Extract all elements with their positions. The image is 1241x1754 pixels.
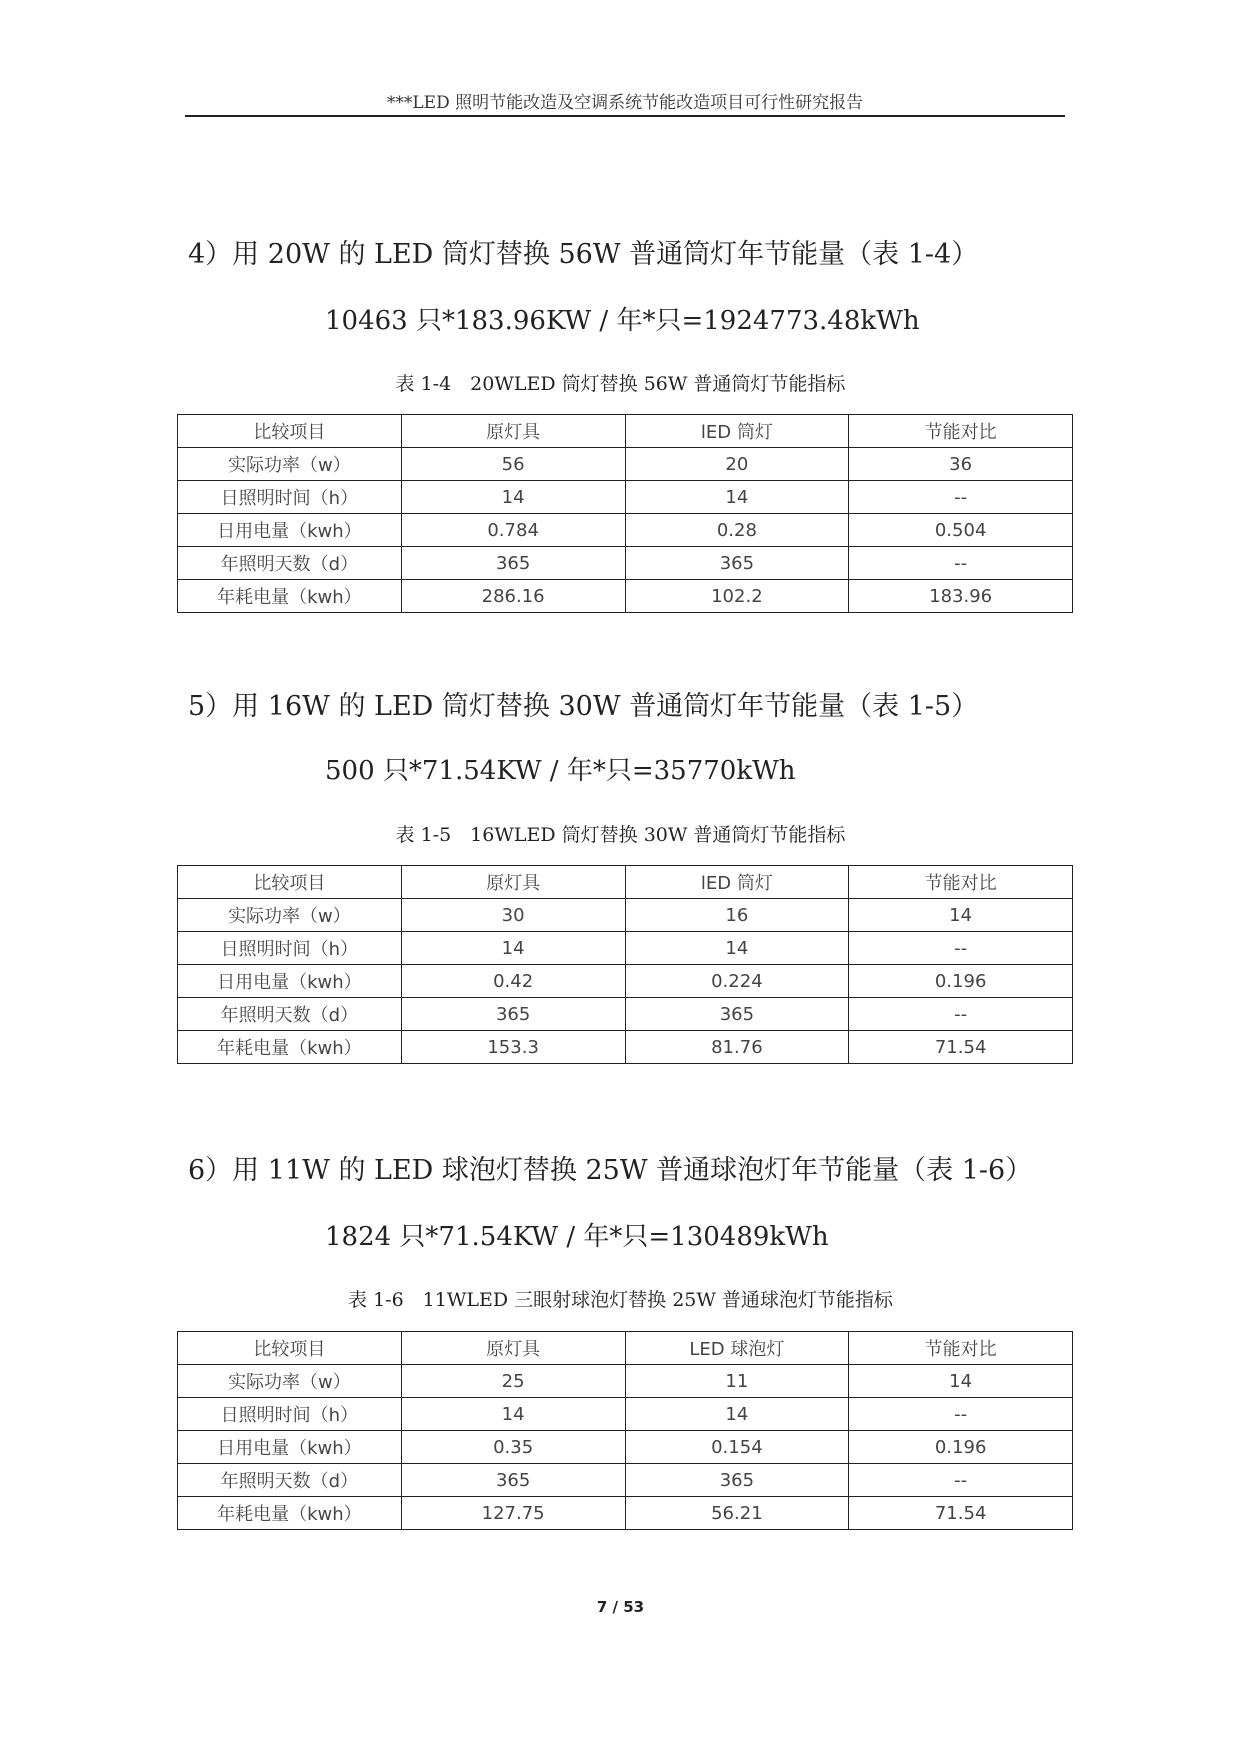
table-cell: 56 — [401, 448, 625, 481]
table-cell: -- — [849, 998, 1073, 1031]
table-cell: 365 — [625, 1464, 849, 1497]
table-cell: 14 — [401, 932, 625, 965]
table-header-cell: 比较项目 — [178, 1332, 402, 1365]
table-row — [178, 1398, 1073, 1431]
table-cell: 年照明天数（d） — [178, 547, 402, 580]
table-cell: 127.75 — [401, 1497, 625, 1530]
table-cell: 14 — [401, 1398, 625, 1431]
page-number: 7 / 53 — [596, 1598, 645, 1616]
table-cell: 11 — [625, 1365, 849, 1398]
table-cell: 16 — [625, 899, 849, 932]
table-caption: 表 1-5 16WLED 筒灯替换 30W 普通筒灯节能指标 — [395, 824, 846, 846]
table-row — [178, 1365, 1073, 1398]
table-cell: 日用电量（kwh） — [178, 965, 402, 998]
table-header-cell: 节能对比 — [849, 866, 1073, 899]
table-row — [178, 965, 1073, 998]
table-cell: 20 — [625, 448, 849, 481]
table-cell: 71.54 — [849, 1497, 1073, 1530]
table-header-cell: 比较项目 — [178, 415, 402, 448]
table-cell: 0.224 — [625, 965, 849, 998]
table-header-cell: LED 球泡灯 — [625, 1332, 849, 1365]
table-cell: 日用电量（kwh） — [178, 1431, 402, 1464]
table-cell: 0.196 — [849, 1431, 1073, 1464]
table-cell: -- — [849, 481, 1073, 514]
table-header-row — [178, 866, 1073, 899]
table-header-cell: 原灯具 — [401, 1332, 625, 1365]
table-caption: 表 1-4 20WLED 筒灯替换 56W 普通筒灯节能指标 — [395, 373, 846, 395]
table-cell: 14 — [625, 1398, 849, 1431]
table-row — [178, 514, 1073, 547]
document-header: ***LED 照明节能改造及空调系统节能改造项目可行性研究报告 — [386, 93, 864, 113]
section-heading: 6）用 11W 的 LED 球泡灯替换 25W 普通球泡灯年节能量（表 1-6） — [188, 1155, 1033, 1186]
section-heading: 4）用 20W 的 LED 筒灯替换 56W 普通筒灯年节能量（表 1-4） — [188, 239, 979, 270]
table-header-cell: 节能对比 — [849, 1332, 1073, 1365]
table-cell: 25 — [401, 1365, 625, 1398]
table-cell: -- — [849, 1398, 1073, 1431]
table-cell: 0.42 — [401, 965, 625, 998]
table-cell: 实际功率（w） — [178, 1365, 402, 1398]
table-row — [178, 998, 1073, 1031]
table-header-cell: 原灯具 — [401, 415, 625, 448]
table-cell: 0.196 — [849, 965, 1073, 998]
table-cell: 实际功率（w） — [178, 448, 402, 481]
table-cell: 年耗电量（kwh） — [178, 1497, 402, 1530]
table-header-cell: lED 筒灯 — [625, 866, 849, 899]
table-cell: 年照明天数（d） — [178, 998, 402, 1031]
table-header-row — [178, 415, 1073, 448]
table-cell: 年耗电量（kwh） — [178, 1031, 402, 1064]
table-cell: 81.76 — [625, 1031, 849, 1064]
data-table — [177, 414, 1073, 613]
table-row — [178, 580, 1073, 613]
table-cell: -- — [849, 1464, 1073, 1497]
table-cell: 153.3 — [401, 1031, 625, 1064]
table-cell: -- — [849, 547, 1073, 580]
table-row — [178, 1031, 1073, 1064]
table-row — [178, 1464, 1073, 1497]
table-row — [178, 481, 1073, 514]
table-header-cell: lED 筒灯 — [625, 415, 849, 448]
table-cell: 日照明时间（h） — [178, 1398, 402, 1431]
section-formula: 10463 只*183.96KW / 年*只=1924773.48kWh — [325, 306, 920, 336]
table-cell: 日照明时间（h） — [178, 481, 402, 514]
table-cell: 0.154 — [625, 1431, 849, 1464]
table-cell: 14 — [625, 932, 849, 965]
table-cell: 日用电量（kwh） — [178, 514, 402, 547]
table-cell: 年耗电量（kwh） — [178, 580, 402, 613]
table-cell: 36 — [849, 448, 1073, 481]
table-cell: 0.28 — [625, 514, 849, 547]
table-cell: 14 — [849, 1365, 1073, 1398]
table-row — [178, 1431, 1073, 1464]
table-cell: 365 — [401, 998, 625, 1031]
table-header-row — [178, 1332, 1073, 1365]
table-cell: 56.21 — [625, 1497, 849, 1530]
section-formula: 1824 只*71.54KW / 年*只=130489kWh — [325, 1222, 829, 1252]
table-caption: 表 1-6 11WLED 三眼射球泡灯替换 25W 普通球泡灯节能指标 — [348, 1289, 893, 1311]
header-divider — [185, 115, 1065, 117]
table-cell: 365 — [401, 1464, 625, 1497]
table-row — [178, 899, 1073, 932]
section-heading: 5）用 16W 的 LED 筒灯替换 30W 普通筒灯年节能量（表 1-5） — [188, 691, 979, 722]
table-cell: 0.784 — [401, 514, 625, 547]
table-cell: 0.35 — [401, 1431, 625, 1464]
table-cell: 365 — [401, 547, 625, 580]
table-cell: 实际功率（w） — [178, 899, 402, 932]
table-cell: 365 — [625, 547, 849, 580]
table-cell: -- — [849, 932, 1073, 965]
table-cell: 0.504 — [849, 514, 1073, 547]
data-table — [177, 865, 1073, 1064]
table-row — [178, 448, 1073, 481]
table-cell: 年照明天数（d） — [178, 1464, 402, 1497]
table-cell: 183.96 — [849, 580, 1073, 613]
table-row — [178, 1497, 1073, 1530]
table-cell: 14 — [849, 899, 1073, 932]
table-header-cell: 比较项目 — [178, 866, 402, 899]
table-row — [178, 932, 1073, 965]
table-cell: 365 — [625, 998, 849, 1031]
table-header-cell: 原灯具 — [401, 866, 625, 899]
table-cell: 102.2 — [625, 580, 849, 613]
table-row — [178, 547, 1073, 580]
section-formula: 500 只*71.54KW / 年*只=35770kWh — [325, 756, 796, 786]
table-cell: 14 — [401, 481, 625, 514]
table-cell: 30 — [401, 899, 625, 932]
table-cell: 日照明时间（h） — [178, 932, 402, 965]
table-cell: 14 — [625, 481, 849, 514]
table-cell: 71.54 — [849, 1031, 1073, 1064]
table-header-cell: 节能对比 — [849, 415, 1073, 448]
data-table — [177, 1331, 1073, 1530]
table-cell: 286.16 — [401, 580, 625, 613]
